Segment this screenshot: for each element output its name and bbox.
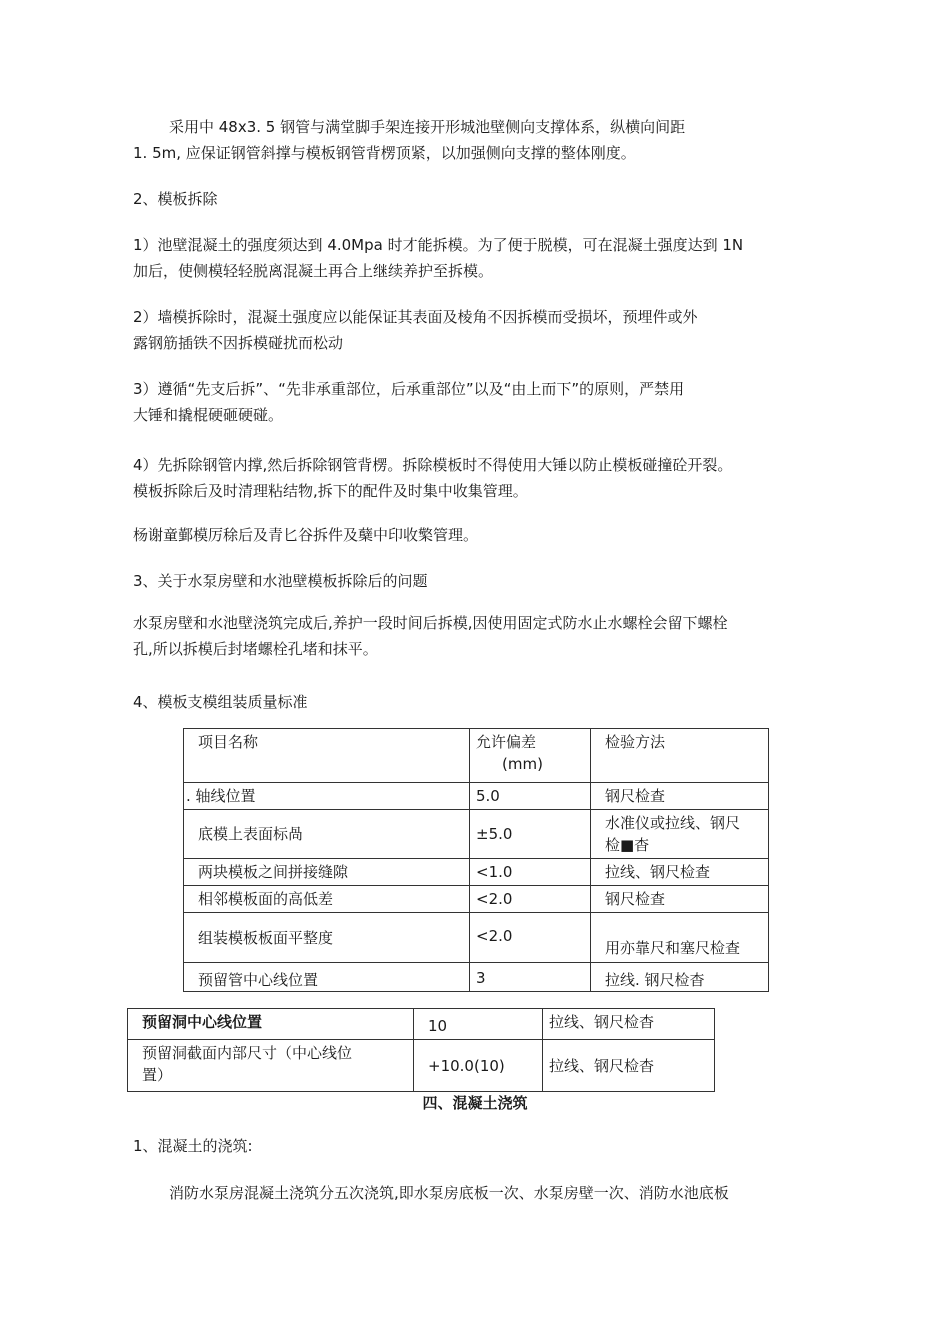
subsection-1-paragraph — [133, 1180, 823, 1206]
garbled-paragraph: 杨谢童鄞模厉稌后及青匕谷拆件及蘖中印收檠管理。 — [133, 526, 479, 544]
table-row — [184, 913, 769, 963]
table-cell: 拉线、钢尺检查 — [591, 859, 769, 886]
table-cell: 拉线、钢尺检杳 — [543, 1009, 715, 1040]
table-cell: 底模上表面标咼 — [184, 810, 470, 859]
section-3-title: 3、关于水泵房壁和水池壁模板拆除后的问题 — [133, 572, 428, 590]
table-cell: 5.0 — [470, 783, 591, 810]
quality-standard-table-continued — [127, 1008, 715, 1092]
text-line: 大锤和撬棍硬砸硬碰。 — [133, 406, 284, 424]
quality-standard-table — [183, 728, 769, 992]
table-cell: 10 — [414, 1009, 543, 1040]
text-line: 采用中 48x3. 5 钢管与满堂脚手架连接开形城池壁侧向支撑体系，纵横向间距 — [169, 118, 686, 136]
table-cell: 拉线. 钢尺检杳 — [591, 963, 769, 992]
table-row — [184, 963, 769, 992]
table-cell: 预留管中心线位置 — [184, 963, 470, 992]
header-text: (mm) — [502, 755, 543, 773]
text-line: 1. 5m, 应保证钢管斜撑与模板钢管背楞顶紧，以加强侧向支撑的整体刚度。 — [133, 144, 636, 162]
subsection-1-title: 1、混凝土的浇筑: — [133, 1137, 253, 1155]
table-cell — [591, 810, 769, 859]
table-cell: <2.0 — [470, 913, 591, 963]
table-row — [128, 1040, 715, 1092]
text-line: 露钢筋插铁不因拆模碰扰而松动 — [133, 334, 344, 352]
cell-text: 预留洞截面内部尺寸（中心线位 — [142, 1044, 353, 1062]
table-cell: 钢尺检查 — [591, 783, 769, 810]
table-cell: 用亦靠尺和塞尺检查 — [591, 913, 769, 963]
text-line: 水泵房壁和水池壁浇筑完成后,养护一段时间后拆模,因使用固定式防水止水螺栓会留下螺栓 — [133, 614, 728, 632]
cell-text: 水准仪或拉线、钢尺 — [605, 814, 741, 832]
header-text: 允许偏差 — [476, 733, 537, 751]
table-cell: <1.0 — [470, 859, 591, 886]
table-cell: 钢尺检查 — [591, 886, 769, 913]
table-cell: 3 — [470, 963, 591, 992]
section-3-paragraph — [133, 610, 823, 662]
table-cell: 两块模板之间拼接缝隙 — [184, 859, 470, 886]
text-line: 消防水泵房混凝土浇筑分五次浇筑,即水泵房底板一次、水泵房壁一次、消防水池底板 — [169, 1184, 729, 1202]
item-2-paragraph — [133, 304, 823, 356]
text-line: 孔,所以拆模后封堵螺栓孔堵和抹平。 — [133, 640, 378, 658]
section-2-title: 2、模板拆除 — [133, 190, 218, 208]
header-cell: 检验方法 — [591, 729, 769, 783]
table-cell: <2.0 — [470, 886, 591, 913]
cell-text: 检■杳 — [605, 836, 650, 854]
item-3-paragraph — [133, 376, 823, 428]
cell-text: 置） — [142, 1066, 173, 1084]
table-cell: ±5.0 — [470, 810, 591, 859]
header-cell — [470, 729, 591, 783]
table-cell — [128, 1040, 414, 1092]
table-cell: 组装模板板面平整度 — [184, 913, 470, 963]
text-line: 模板拆除后及时清理粘结物,拆下的配件及时集中收集管理。 — [133, 482, 528, 500]
table-cell: . 轴线位置 — [184, 783, 470, 810]
table-cell: 预留洞中心线位置 — [128, 1009, 414, 1040]
text-line: 3）遵循“先支后拆”、“先非承重部位，后承重部位”以及“由上而下”的原则，严禁用 — [133, 380, 685, 398]
item-1-paragraph — [133, 232, 823, 284]
intro-paragraph — [133, 114, 823, 166]
table-cell: 相邻模板面的高低差 — [184, 886, 470, 913]
table-row — [184, 783, 769, 810]
text-line: 2）墙模拆除时，混凝土强度应以能保证其表面及棱角不因拆模而受损坏，预埋件或外 — [133, 308, 698, 326]
chapter-4-heading: 四、混凝土浇筑 — [422, 1094, 528, 1112]
table-header-row — [184, 729, 769, 783]
text-line: 1）池壁混凝土的强度须达到 4.0Mpa 时才能拆模。为了便于脱模，可在混凝土强度达到 1N — [133, 236, 744, 254]
section-4-title: 4、模板支模组装质量标准 — [133, 693, 308, 711]
text-line: 加后，使侧模轻轻脱离混凝土再合上继续养护至拆模。 — [133, 262, 494, 280]
table-row — [184, 859, 769, 886]
table-row — [184, 810, 769, 859]
table-cell: 拉线、钢尺检杳 — [543, 1040, 715, 1092]
table-cell: +10.0(10) — [414, 1040, 543, 1092]
item-4-paragraph — [133, 452, 823, 504]
table-row — [184, 886, 769, 913]
table-row — [128, 1009, 715, 1040]
header-cell: 项目名称 — [184, 729, 470, 783]
text-line: 4）先拆除钢管内撑,然后拆除钢管背楞。拆除模板时不得使用大锤以防止模板碰撞砼开裂。 — [133, 456, 733, 474]
